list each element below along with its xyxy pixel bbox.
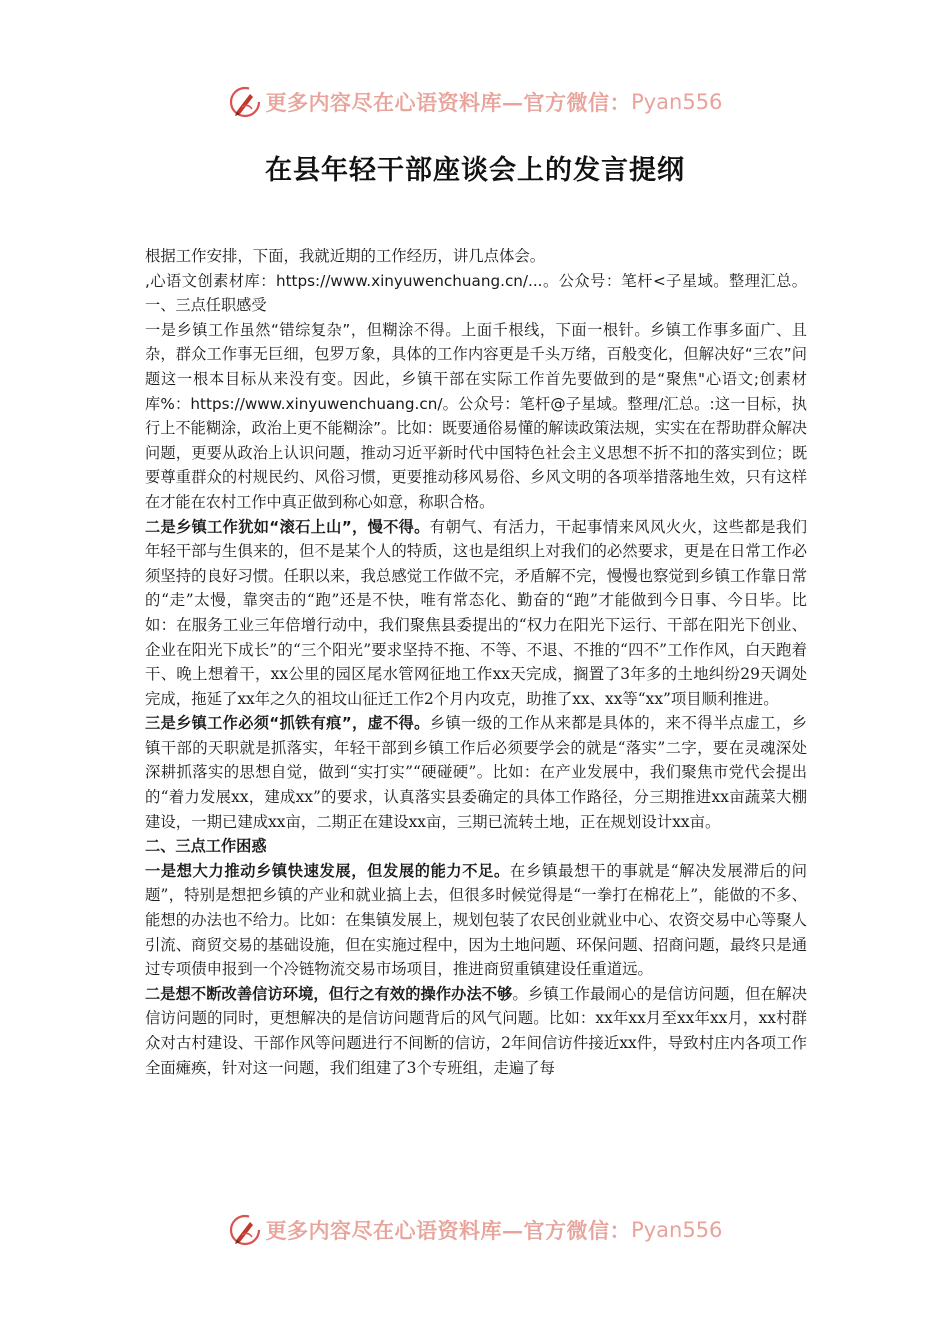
- paragraph-confusion-2: [145, 982, 807, 1080]
- point-3-lead: 三是乡镇工作必须“抓铁有痕”，虚不得。: [145, 714, 430, 733]
- pen-logo-icon: [228, 85, 262, 119]
- paragraph-point-2: [145, 515, 807, 712]
- confusion-2-lead: 二是想不断改善信访环境，但行之有效的操作办法不够: [145, 984, 513, 1003]
- point-2-lead: 二是乡镇工作犹如“滚石上山”，慢不得。: [145, 517, 430, 536]
- banner-wechat-id: Pyan556: [631, 1218, 723, 1242]
- banner-text: 更多内容尽在心语资料库—官方微信：: [265, 90, 632, 115]
- confusion-1-lead: 一是想大力推动乡镇快速发展，但发展的能力不足。: [145, 861, 510, 880]
- paragraph-source-note: ,心语文创素材库：https://www.xinyuwenchuang.cn/...。公众号：笔杆<子星域。整理汇总。一、三点任职感受: [145, 271, 807, 315]
- paragraph-intro: 根据工作安排，下面，我就近期的工作经历，讲几点体会。: [145, 247, 546, 265]
- page-title: 在县年轻干部座谈会上的发言提纲: [265, 155, 685, 186]
- paragraph-confusion-1: [145, 859, 807, 982]
- document-body: [145, 244, 807, 1080]
- banner-text: 更多内容尽在心语资料库—官方微信：: [265, 1218, 632, 1243]
- paragraph-point-3: [145, 711, 807, 834]
- footer-banner: [0, 1210, 950, 1250]
- confusion-1-body: 在乡镇最想干的事就是“解决发展滞后的问题”，特别是想把乡镇的产业和就业搞上去，但很多时候觉得是“一拳打在棉花上”，能做的不多、能想的办法也不给力。比如：在集镇发展上，规划包装了农民创业就业中心、农资交易中心等聚人引流、商贸交易的基础设施，但在实施过程中，因为土地问题、环保问题、招商问题，最终只是通过专项债申报到一个冷链物流交易市场项目，推进商贸重镇建设任重道远。: [145, 861, 808, 979]
- pen-logo-icon: [228, 1213, 262, 1247]
- header-banner: [0, 82, 950, 122]
- banner-wechat-id: Pyan556: [631, 90, 723, 114]
- section-heading-2: 二、三点工作困惑: [145, 837, 267, 856]
- point-3-body: 乡镇一级的工作从来都是具体的，来不得半点虚工，乡镇干部的天职就是抓落实，年轻干部到乡镇工作后必须要学会的就是“落实”二字，要在灵魂深处深耕抓落实的思想自觉，做到“实打实”“硬碰硬”。比如：在产业发展中，我们聚焦市党代会提出的“着力发展xx，建成xx”的要求，认真落实县委确定的具体工作路径，分三期推进xx亩蔬菜大棚建设，一期已建成xx亩，二期正在建设xx亩，三期已流转土地，正在规划设计xx亩。: [145, 714, 807, 831]
- confusion-2-body: 。乡镇工作最闹心的是信访问题，但在解决信访问题的同时，更想解决的是信访问题背后的风气问题。比如：xx年xx月至xx年xx月，xx村群众对古村建设、干部作风等问题进行不间断的信访，2年间信访件接近xx件，导致村庄内各项工作全面瘫痪，针对这一问题，我们组建了3个专班组，走遍了每: [145, 984, 807, 1077]
- paragraph-point-1: 一是乡镇工作虽然“错综复杂”，但糊涂不得。上面千根线，下面一根针。乡镇工作事多面广、且杂，群众工作事无巨细，包罗万象，具体的工作内容更是千头万绪，百般变化，但解决好“三农”问题这一根本目标从来没有变。因此，乡镇干部在实际工作首先要做到的是“聚焦"心语文;创素材库%：https://www.xinyuwenchuang.cn/。公众号：笔杆@子星域。整理/汇总。:这一目标，执行上不能糊涂，政治上更不能糊涂”。比如：既要通俗易懂的解读政策法规，实实在在帮助群众解决问题，更要从政治上认识问题，推动习近平新时代中国特色社会主义思想不折不扣的落实到位；既要尊重群众的村规民约、风俗习惯，更要推动移风易俗、乡风文明的各项举措落地生效，只有这样在才能在农村工作中真正做到称心如意，称职合格。: [145, 320, 807, 511]
- point-2-body: 有朝气、有活力，干起事情来风风火火，这些都是我们年轻干部与生俱来的，但不是某个人的特质，这也是组织上对我们的必然要求，更是在日常工作必须坚持的良好习惯。任职以来，我总感觉工作做不完，矛盾解不完，慢慢也察觉到乡镇工作靠日常的“走”太慢，靠突击的“跑”还是不快，唯有常态化、勤奋的“跑”才能做到今日事、今日毕。比如：在服务工业三年倍增行动中，我们聚焦县委提出的“权力在阳光下运行、干部在阳光下创业、企业在阳光下成长”的“三个阳光”要求坚持不拖、不等、不退、不推的“四不”工作作风，白天跑着干、晚上想着干，xx公里的园区尾水管网征地工作xx天完成，搁置了3年多的土地纠纷29天调处完成，拖延了xx年之久的祖坟山征迁工作2个月内攻克，助推了xx、xx等“xx”项目顺利推进。: [145, 517, 807, 708]
